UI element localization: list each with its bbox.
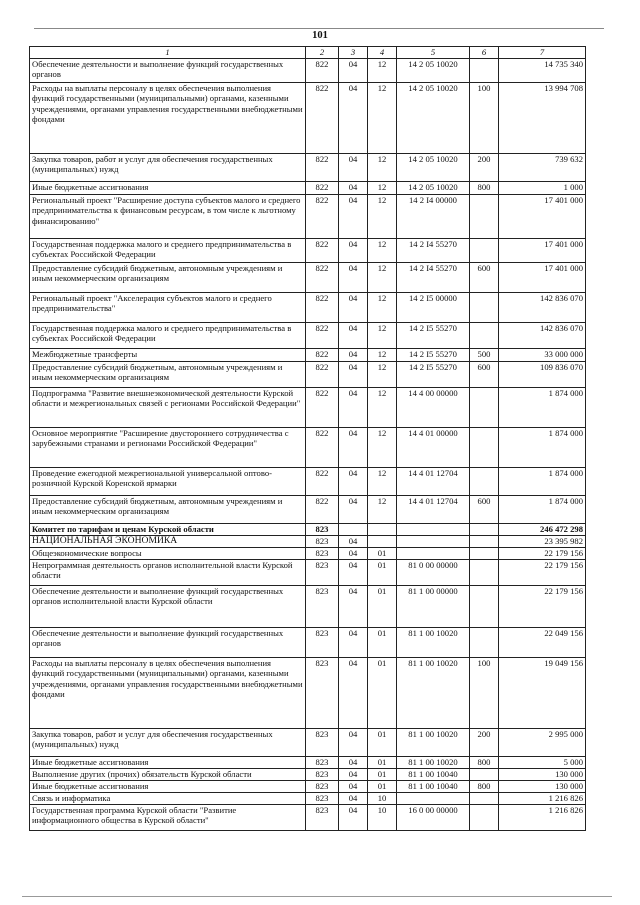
expense-type-code — [470, 523, 499, 535]
subsection-code: 12 — [368, 181, 397, 194]
bottom-rule — [22, 896, 612, 897]
subsection-code: 12 — [368, 467, 397, 495]
ministry-code: 822 — [306, 238, 339, 262]
ministry-code: 823 — [306, 523, 339, 535]
section-code: 04 — [339, 495, 368, 523]
ministry-code: 822 — [306, 387, 339, 427]
ministry-code: 822 — [306, 322, 339, 348]
item-name: Расходы на выплаты персоналу в целях обеспечения выполнения функций государственными (муниципальными) органами, казенными учреждениями, органами управления государственными внебюджетными фондами — [30, 657, 306, 728]
section-code: 04 — [339, 756, 368, 768]
item-name: Комитет по тарифам и ценам Курской области — [30, 523, 306, 535]
subsection-code: 12 — [368, 292, 397, 322]
ministry-code: 822 — [306, 427, 339, 467]
section-code: 04 — [339, 804, 368, 830]
expense-type-code: 500 — [470, 348, 499, 361]
table-row — [30, 361, 586, 387]
item-name: Межбюджетные трансферты — [30, 348, 306, 361]
ministry-code: 823 — [306, 627, 339, 657]
table-row — [30, 559, 586, 585]
subsection-code: 01 — [368, 756, 397, 768]
table-row — [30, 427, 586, 467]
amount: 33 000 000 — [499, 348, 586, 361]
section-code: 04 — [339, 58, 368, 82]
item-name: Государственная поддержка малого и среднего предпринимательства в субъектах Российской Федерации — [30, 322, 306, 348]
subsection-code: 12 — [368, 361, 397, 387]
item-name: Иные бюджетные ассигнования — [30, 780, 306, 792]
table-row — [30, 348, 586, 361]
expense-type-code — [470, 627, 499, 657]
target-article-code: 14 2 05 10020 — [397, 153, 470, 181]
expense-type-code — [470, 804, 499, 830]
subsection-code — [368, 535, 397, 547]
section-code: 04 — [339, 348, 368, 361]
expense-type-code: 200 — [470, 728, 499, 756]
column-number: 5 — [397, 47, 470, 59]
table-row — [30, 322, 586, 348]
expense-type-code — [470, 292, 499, 322]
table-row — [30, 495, 586, 523]
amount: 5 000 — [499, 756, 586, 768]
ministry-code: 823 — [306, 585, 339, 627]
table-row — [30, 792, 586, 804]
amount: 2 995 000 — [499, 728, 586, 756]
amount: 109 836 070 — [499, 361, 586, 387]
table-row — [30, 756, 586, 768]
expense-type-code: 800 — [470, 181, 499, 194]
section-code: 04 — [339, 427, 368, 467]
subsection-code: 12 — [368, 238, 397, 262]
expense-type-code — [470, 535, 499, 547]
ministry-code: 823 — [306, 657, 339, 728]
amount: 17 401 000 — [499, 194, 586, 238]
target-article-code — [397, 523, 470, 535]
ministry-code: 822 — [306, 467, 339, 495]
table-row — [30, 585, 586, 627]
item-name: Расходы на выплаты персоналу в целях обеспечения выполнения функций государственными (муниципальными) органами, казенными учреждениями, органами управления государственными внебюджетными фондами — [30, 82, 306, 153]
section-code: 04 — [339, 153, 368, 181]
target-article-code: 81 1 00 10040 — [397, 780, 470, 792]
table-row — [30, 547, 586, 559]
target-article-code: 14 2 I4 55270 — [397, 262, 470, 292]
subsection-code: 12 — [368, 82, 397, 153]
target-article-code: 16 0 00 00000 — [397, 804, 470, 830]
item-name: Предоставление субсидий бюджетным, автономным учреждениям и иным некоммерческим организациям — [30, 361, 306, 387]
target-article-code: 14 2 I4 55270 — [397, 238, 470, 262]
expense-type-code — [470, 547, 499, 559]
target-article-code: 14 4 01 12704 — [397, 467, 470, 495]
ministry-code: 822 — [306, 348, 339, 361]
table-row — [30, 728, 586, 756]
target-article-code: 14 2 05 10020 — [397, 181, 470, 194]
table-row — [30, 194, 586, 238]
expense-type-code: 100 — [470, 657, 499, 728]
target-article-code — [397, 547, 470, 559]
subsection-code: 01 — [368, 728, 397, 756]
table-row — [30, 780, 586, 792]
section-code: 04 — [339, 238, 368, 262]
ministry-code: 823 — [306, 535, 339, 547]
expense-type-code: 600 — [470, 361, 499, 387]
subsection-code: 01 — [368, 780, 397, 792]
section-code: 04 — [339, 467, 368, 495]
subsection-code: 12 — [368, 58, 397, 82]
table-row — [30, 523, 586, 535]
subsection-code: 12 — [368, 387, 397, 427]
section-code: 04 — [339, 292, 368, 322]
column-number: 2 — [306, 47, 339, 59]
column-number: 4 — [368, 47, 397, 59]
subsection-code: 01 — [368, 559, 397, 585]
target-article-code — [397, 535, 470, 547]
amount: 13 994 708 — [499, 82, 586, 153]
amount: 739 632 — [499, 153, 586, 181]
section-code: 04 — [339, 792, 368, 804]
column-number: 7 — [499, 47, 586, 59]
target-article-code: 14 2 I5 55270 — [397, 361, 470, 387]
amount: 1 874 000 — [499, 387, 586, 427]
ministry-code: 822 — [306, 58, 339, 82]
target-article-code: 81 0 00 00000 — [397, 559, 470, 585]
ministry-code: 822 — [306, 495, 339, 523]
column-number: 6 — [470, 47, 499, 59]
subsection-code: 12 — [368, 427, 397, 467]
target-article-code: 81 1 00 10020 — [397, 627, 470, 657]
section-code: 04 — [339, 262, 368, 292]
expense-type-code — [470, 768, 499, 780]
amount: 1 874 000 — [499, 467, 586, 495]
subsection-code: 01 — [368, 585, 397, 627]
item-name: Обеспечение деятельности и выполнение функций государственных органов — [30, 58, 306, 82]
amount: 14 735 340 — [499, 58, 586, 82]
item-name: Общеэкономические вопросы — [30, 547, 306, 559]
item-name: Основное мероприятие "Расширение двустороннего сотрудничества с зарубежными странами и регионами Российской Федерации" — [30, 427, 306, 467]
target-article-code: 81 1 00 10020 — [397, 657, 470, 728]
subsection-code: 12 — [368, 322, 397, 348]
item-name: Закупка товаров, работ и услуг для обеспечения государственных (муниципальных) нужд — [30, 153, 306, 181]
ministry-code: 823 — [306, 780, 339, 792]
subsection-code: 12 — [368, 348, 397, 361]
target-article-code: 81 1 00 10040 — [397, 768, 470, 780]
ministry-code: 822 — [306, 292, 339, 322]
column-number-row — [30, 47, 586, 59]
section-code: 04 — [339, 780, 368, 792]
amount: 130 000 — [499, 780, 586, 792]
amount: 1 216 826 — [499, 792, 586, 804]
ministry-code: 823 — [306, 768, 339, 780]
expense-type-code: 200 — [470, 153, 499, 181]
subsection-code: 01 — [368, 627, 397, 657]
table-row — [30, 262, 586, 292]
expense-type-code — [470, 585, 499, 627]
table-row — [30, 768, 586, 780]
expense-type-code — [470, 238, 499, 262]
target-article-code — [397, 792, 470, 804]
item-name: Предоставление субсидий бюджетным, автономным учреждениям и иным некоммерческим организациям — [30, 262, 306, 292]
section-code: 04 — [339, 728, 368, 756]
section-code: 04 — [339, 82, 368, 153]
amount: 246 472 298 — [499, 523, 586, 535]
expense-type-code: 100 — [470, 82, 499, 153]
table-row — [30, 58, 586, 82]
table-row — [30, 657, 586, 728]
ministry-code: 823 — [306, 792, 339, 804]
amount: 19 049 156 — [499, 657, 586, 728]
subsection-code: 12 — [368, 262, 397, 292]
column-number: 1 — [30, 47, 306, 59]
ministry-code: 823 — [306, 756, 339, 768]
target-article-code: 14 2 I4 00000 — [397, 194, 470, 238]
section-code: 04 — [339, 181, 368, 194]
table-row — [30, 238, 586, 262]
subsection-code: 12 — [368, 153, 397, 181]
target-article-code: 81 1 00 10020 — [397, 728, 470, 756]
item-name: Связь и информатика — [30, 792, 306, 804]
subsection-code — [368, 523, 397, 535]
table-row — [30, 387, 586, 427]
section-code: 04 — [339, 535, 368, 547]
top-rule — [34, 28, 604, 29]
expense-type-code — [470, 322, 499, 348]
subsection-code: 12 — [368, 495, 397, 523]
table-row — [30, 82, 586, 153]
amount: 17 401 000 — [499, 262, 586, 292]
target-article-code: 14 4 01 12704 — [397, 495, 470, 523]
table-row — [30, 181, 586, 194]
item-name: Региональный проект "Акселерация субъектов малого и среднего предпринимательства" — [30, 292, 306, 322]
section-code: 04 — [339, 194, 368, 238]
table-row — [30, 153, 586, 181]
expense-type-code: 800 — [470, 756, 499, 768]
item-name: НАЦИОНАЛЬНАЯ ЭКОНОМИКА — [30, 535, 306, 547]
ministry-code: 822 — [306, 153, 339, 181]
section-code: 04 — [339, 547, 368, 559]
section-code — [339, 523, 368, 535]
expense-type-code — [470, 792, 499, 804]
expense-type-code — [470, 559, 499, 585]
ministry-code: 822 — [306, 361, 339, 387]
ministry-code: 822 — [306, 181, 339, 194]
item-name: Проведение ежегодной межрегиональной универсальной оптово-розничной Курской Коренской ярмарки — [30, 467, 306, 495]
table-row — [30, 292, 586, 322]
expense-type-code: 600 — [470, 262, 499, 292]
amount: 130 000 — [499, 768, 586, 780]
section-code: 04 — [339, 322, 368, 348]
amount: 1 874 000 — [499, 427, 586, 467]
ministry-code: 823 — [306, 728, 339, 756]
amount: 22 179 156 — [499, 585, 586, 627]
item-name: Государственная поддержка малого и среднего предпринимательства в субъектах Российской Федерации — [30, 238, 306, 262]
section-code: 04 — [339, 657, 368, 728]
table-row — [30, 467, 586, 495]
ministry-code: 822 — [306, 194, 339, 238]
item-name: Иные бюджетные ассигнования — [30, 756, 306, 768]
amount: 22 179 156 — [499, 559, 586, 585]
target-article-code: 14 2 05 10020 — [397, 82, 470, 153]
table-row — [30, 804, 586, 830]
section-code: 04 — [339, 361, 368, 387]
amount: 1 216 826 — [499, 804, 586, 830]
section-code: 04 — [339, 768, 368, 780]
amount: 17 401 000 — [499, 238, 586, 262]
amount: 1 874 000 — [499, 495, 586, 523]
expense-type-code — [470, 194, 499, 238]
budget-table — [29, 46, 586, 831]
amount: 1 000 — [499, 181, 586, 194]
expense-type-code — [470, 427, 499, 467]
target-article-code: 14 2 I5 55270 — [397, 348, 470, 361]
item-name: Подпрограмма "Развитие внешнеэкономической деятельности Курской области и межрегиональных связей с регионами Российской Федерации" — [30, 387, 306, 427]
amount: 23 395 982 — [499, 535, 586, 547]
table-row — [30, 627, 586, 657]
section-code: 04 — [339, 387, 368, 427]
target-article-code: 81 1 00 00000 — [397, 585, 470, 627]
amount: 142 836 070 — [499, 292, 586, 322]
section-code: 04 — [339, 627, 368, 657]
page-number: 101 — [312, 30, 328, 41]
ministry-code: 822 — [306, 262, 339, 292]
expense-type-code: 600 — [470, 495, 499, 523]
ministry-code: 823 — [306, 547, 339, 559]
target-article-code: 14 4 00 00000 — [397, 387, 470, 427]
subsection-code: 01 — [368, 657, 397, 728]
target-article-code: 14 2 I5 00000 — [397, 292, 470, 322]
item-name: Обеспечение деятельности и выполнение функций государственных органов исполнительной власти Курской области — [30, 585, 306, 627]
section-code: 04 — [339, 559, 368, 585]
target-article-code: 81 1 00 10020 — [397, 756, 470, 768]
subsection-code: 12 — [368, 194, 397, 238]
subsection-code: 01 — [368, 547, 397, 559]
amount: 22 049 156 — [499, 627, 586, 657]
item-name: Государственная программа Курской области "Развитие информационного общества в Курской области" — [30, 804, 306, 830]
expense-type-code — [470, 58, 499, 82]
subsection-code: 01 — [368, 768, 397, 780]
item-name: Выполнение других (прочих) обязательств Курской области — [30, 768, 306, 780]
target-article-code: 14 4 01 00000 — [397, 427, 470, 467]
expense-type-code: 800 — [470, 780, 499, 792]
item-name: Обеспечение деятельности и выполнение функций государственных органов — [30, 627, 306, 657]
table-row — [30, 535, 586, 547]
ministry-code: 822 — [306, 82, 339, 153]
column-number: 3 — [339, 47, 368, 59]
item-name: Региональный проект "Расширение доступа субъектов малого и среднего предпринимательства к финансовым ресурсам, в том числе к льготному финансированию" — [30, 194, 306, 238]
subsection-code: 10 — [368, 804, 397, 830]
ministry-code: 823 — [306, 804, 339, 830]
item-name: Предоставление субсидий бюджетным, автономным учреждениям и иным некоммерческим организациям — [30, 495, 306, 523]
ministry-code: 823 — [306, 559, 339, 585]
expense-type-code — [470, 467, 499, 495]
amount: 22 179 156 — [499, 547, 586, 559]
subsection-code: 10 — [368, 792, 397, 804]
target-article-code: 14 2 05 10020 — [397, 58, 470, 82]
section-code: 04 — [339, 585, 368, 627]
item-name: Непрограммная деятельность органов исполнительной власти Курской области — [30, 559, 306, 585]
target-article-code: 14 2 I5 55270 — [397, 322, 470, 348]
expense-type-code — [470, 387, 499, 427]
amount: 142 836 070 — [499, 322, 586, 348]
item-name: Иные бюджетные ассигнования — [30, 181, 306, 194]
item-name: Закупка товаров, работ и услуг для обеспечения государственных (муниципальных) нужд — [30, 728, 306, 756]
